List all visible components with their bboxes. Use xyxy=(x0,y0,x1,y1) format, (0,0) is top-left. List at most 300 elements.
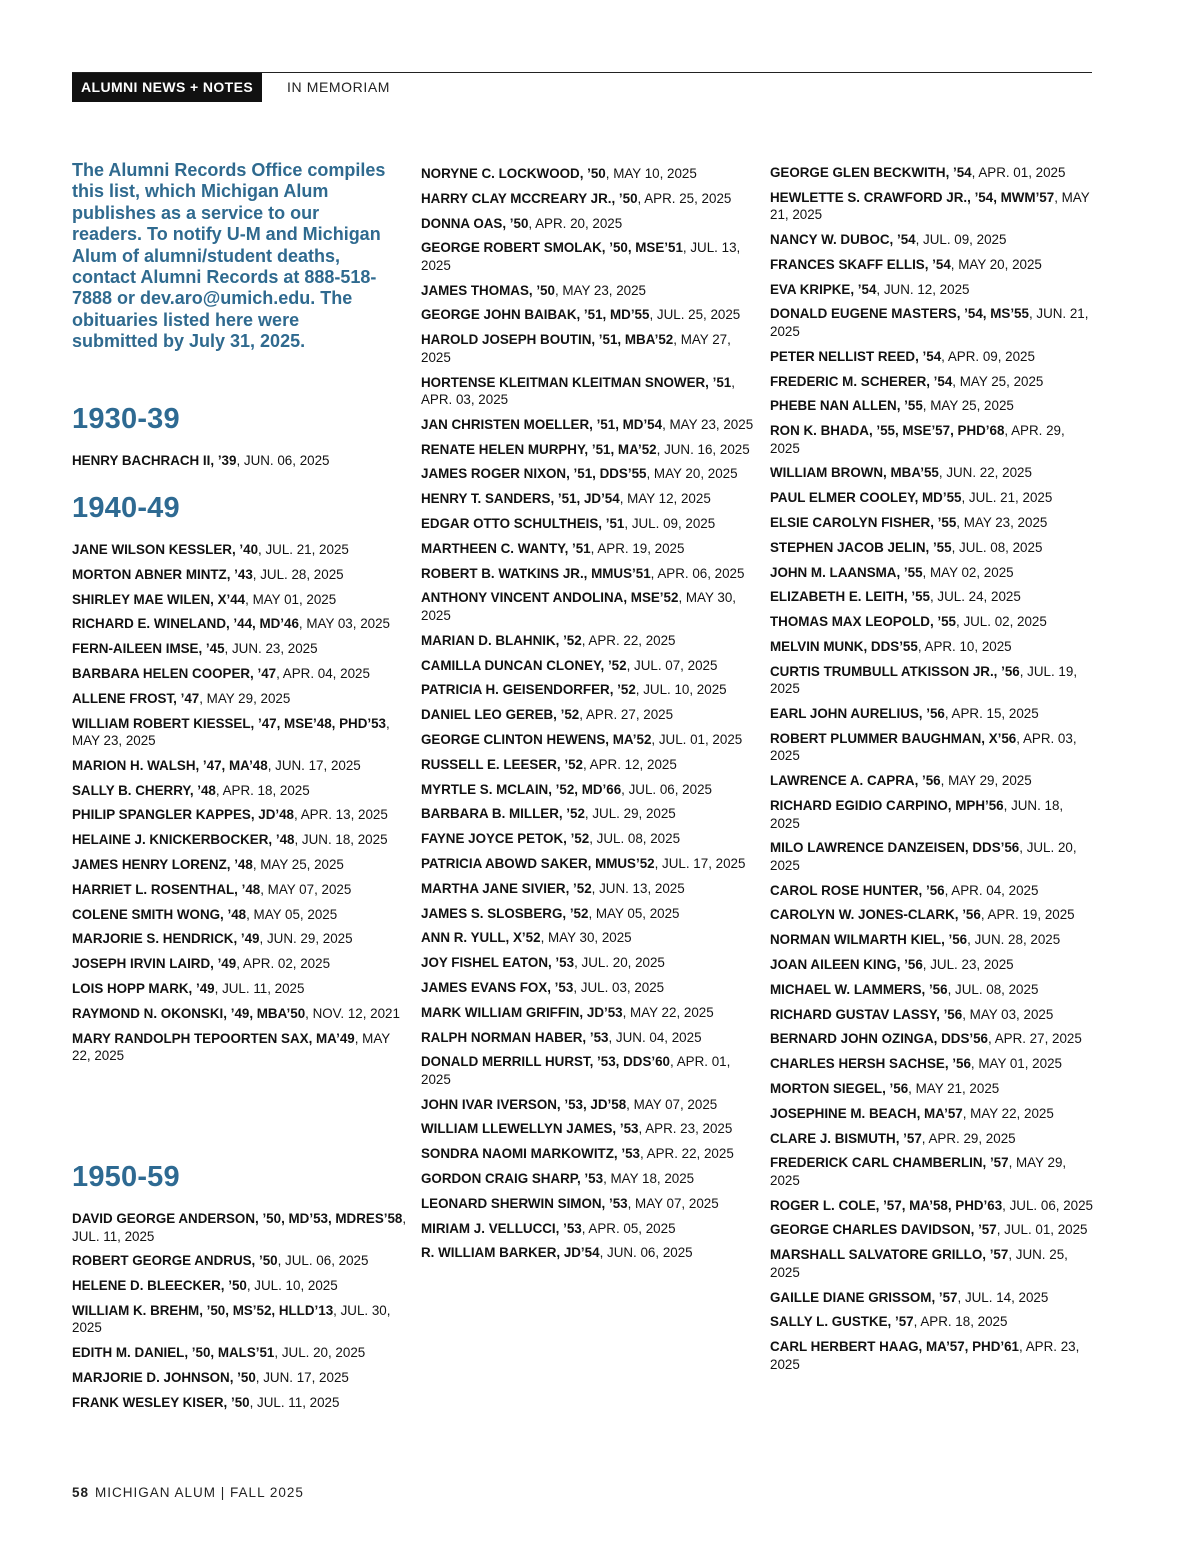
date-of-death: , MAY 07, 2025 xyxy=(260,881,352,897)
obituary-entry xyxy=(421,905,756,923)
obituary-entry xyxy=(72,665,407,683)
date-of-death: , MAY 27, 2025 xyxy=(421,332,731,365)
page-number: 58 xyxy=(72,1485,90,1500)
date-of-death: , APR. 29, 2025 xyxy=(770,423,1065,456)
date-of-death: , MAY 30, 2025 xyxy=(421,590,736,623)
date-of-death: , JUL. 10, 2025 xyxy=(246,1278,338,1294)
date-of-death: , APR. 23, 2025 xyxy=(770,1339,1080,1372)
date-of-death: , JUL. 11, 2025 xyxy=(214,981,305,997)
date-of-death: , JUN. 18, 2025 xyxy=(770,798,1064,831)
decedent-name: MARY RANDOLPH TEPOORTEN SAX, MA’49 xyxy=(72,1030,355,1046)
decedent-name: MARTHA JANE SIVIER, ’52 xyxy=(421,880,592,896)
obituary-entry xyxy=(770,489,1095,507)
decedent-name: NORMAN WILMARTH KIEL, ’56 xyxy=(770,932,968,948)
decedent-name: WILLIAM K. BREHM, ’50, MS’52, HLLD’13 xyxy=(72,1302,334,1318)
decedent-name: HARRY CLAY MCCREARY JR., ’50 xyxy=(421,190,638,206)
obituary-entry xyxy=(421,657,756,675)
date-of-death: , MAY 18, 2025 xyxy=(603,1170,695,1186)
obituary-entry xyxy=(770,956,1095,974)
decedent-name: RALPH NORMAN HABER, ’53 xyxy=(421,1029,609,1045)
date-of-death: , JUL. 19, 2025 xyxy=(770,663,1078,697)
date-of-death: , JUL. 30, 2025 xyxy=(72,1302,391,1336)
date-of-death: , APR. 25, 2025 xyxy=(637,190,732,206)
date-of-death: , APR. 12, 2025 xyxy=(582,756,677,772)
date-of-death: , APR. 23, 2025 xyxy=(638,1121,733,1137)
date-of-death: , MAY 25, 2025 xyxy=(252,857,344,873)
date-of-death: , APR. 22, 2025 xyxy=(581,632,676,648)
obituary-entry xyxy=(421,681,756,699)
obituary-entry xyxy=(770,164,1095,182)
decedent-name: GEORGE GLEN BECKWITH, ’54 xyxy=(770,165,972,180)
intro-paragraph: The Alumni Records Office compiles this list, which Michigan Alum publishes as a service to our readers. To notify U-M and Michigan Alum of alumni/student deaths, contact Alumni Records at 888-518-7888 or dev.aro@umich.edu. The obituaries listed here were submitted by July 31, 2025. xyxy=(72,160,386,352)
obituary-entry xyxy=(770,1313,1095,1331)
obituary-entry xyxy=(770,539,1095,557)
date-of-death: , APR. 04, 2025 xyxy=(944,882,1039,898)
obituary-entry xyxy=(421,1120,756,1138)
date-of-death: , JUL. 21, 2025 xyxy=(258,542,349,557)
obituary-entry xyxy=(770,839,1095,874)
obituary-entry xyxy=(421,880,756,898)
decedent-name: EDGAR OTTO SCHULTHEIS, ’51 xyxy=(421,516,625,532)
obituary-entry xyxy=(421,855,756,873)
obituary-entry xyxy=(421,165,756,183)
decedent-name: FAYNE JOYCE PETOK, ’52 xyxy=(421,831,590,847)
decedent-name: ANTHONY VINCENT ANDOLINA, MSE’52 xyxy=(421,590,679,606)
date-of-death: , JUL. 06, 2025 xyxy=(621,781,712,797)
list-1930s xyxy=(72,452,407,470)
decedent-name: HENRY BACHRACH II, ’39 xyxy=(72,453,237,468)
obituary-entry xyxy=(72,955,407,973)
obituary-entry xyxy=(72,1277,407,1295)
decedent-name: FREDERIC M. SCHERER, ’54 xyxy=(770,373,953,389)
decedent-name: SHIRLEY MAE WILEN, X’44 xyxy=(72,591,246,607)
decedent-name: CAMILLA DUNCAN CLONEY, ’52 xyxy=(421,657,627,673)
obituary-entry xyxy=(72,906,407,924)
obituary-entry xyxy=(770,981,1095,999)
date-of-death: , APR. 05, 2025 xyxy=(581,1220,676,1236)
obituary-entry xyxy=(72,881,407,899)
date-of-death: , JUN. 28, 2025 xyxy=(967,932,1061,948)
obituary-entry xyxy=(770,613,1095,631)
date-of-death: , JUN. 16, 2025 xyxy=(656,441,750,457)
date-of-death: , MAY 10, 2025 xyxy=(605,166,697,181)
date-of-death: , MAY 01, 2025 xyxy=(245,591,337,607)
obituary-entry xyxy=(72,831,407,849)
date-of-death: , JUL. 29, 2025 xyxy=(584,806,676,822)
obituary-entry xyxy=(770,1154,1095,1189)
obituary-entry xyxy=(72,1344,407,1362)
obituary-entry xyxy=(421,540,756,558)
obituary-entry xyxy=(770,305,1095,340)
decedent-name: LOIS HOPP MARK, ’49 xyxy=(72,981,215,997)
decedent-name: CHARLES HERSH SACHSE, ’56 xyxy=(770,1056,971,1072)
date-of-death: , MAY 23, 2025 xyxy=(554,282,647,298)
date-of-death: , APR. 01, 2025 xyxy=(971,165,1066,180)
date-of-death: , MAY 29, 2025 xyxy=(770,1155,1067,1188)
decedent-name: RAYMOND N. OKONSKI, ’49, MBA’50 xyxy=(72,1005,306,1021)
decedent-name: MYRTLE S. MCLAIN, ’52, MD’66 xyxy=(421,781,622,797)
decedent-name: JOY FISHEL EATON, ’53 xyxy=(421,955,575,971)
obituary-entry xyxy=(770,1080,1095,1098)
date-of-death: , JUL. 07, 2025 xyxy=(626,657,718,673)
date-of-death: , APR. 13, 2025 xyxy=(294,807,388,823)
decedent-name: EDITH M. DANIEL, ’50, MALS’51 xyxy=(72,1345,275,1361)
decedent-name: PETER NELLIST REED, ’54 xyxy=(770,348,942,364)
decedent-name: JOSEPHINE M. BEACH, MA’57 xyxy=(770,1105,963,1121)
obituary-entry xyxy=(770,1289,1095,1307)
decedent-name: JAMES THOMAS, ’50 xyxy=(421,282,555,298)
obituary-entry xyxy=(421,781,756,799)
decedent-name: LEONARD SHERWIN SIMON, ’53 xyxy=(421,1195,628,1211)
date-of-death: , JUL. 11, 2025 xyxy=(72,1211,407,1244)
decedent-name: JANE WILSON KESSLER, ’40 xyxy=(72,542,259,557)
obituary-entry xyxy=(72,1030,407,1065)
date-of-death: , MAY 02, 2025 xyxy=(922,564,1014,580)
date-of-death: , MAY 05, 2025 xyxy=(246,906,338,922)
obituary-entry xyxy=(770,256,1095,274)
list-column-2 xyxy=(421,165,756,1262)
obituary-entry xyxy=(770,1130,1095,1148)
obituary-entry xyxy=(770,588,1095,606)
obituary-entry xyxy=(770,348,1095,366)
date-of-death: , APR. 04, 2025 xyxy=(276,665,370,681)
decedent-name: GORDON CRAIG SHARP, ’53 xyxy=(421,1170,604,1186)
decedent-name: ROBERT PLUMMER BAUGHMAN, X’56 xyxy=(770,730,1017,746)
obituary-entry xyxy=(421,830,756,848)
date-of-death: , JUN. 04, 2025 xyxy=(608,1029,702,1045)
obituary-entry xyxy=(72,782,407,800)
date-of-death: , APR. 29, 2025 xyxy=(921,1130,1016,1146)
obituary-entry xyxy=(770,564,1095,582)
date-of-death: , JUL. 01, 2025 xyxy=(651,731,743,747)
obituary-entry xyxy=(770,397,1095,415)
date-of-death: , APR. 19, 2025 xyxy=(980,907,1075,923)
obituary-entry xyxy=(421,306,756,324)
obituary-entry xyxy=(72,757,407,775)
decedent-name: ROBERT GEORGE ANDRUS, ’50 xyxy=(72,1253,278,1269)
decedent-name: MARION H. WALSH, ’47, MA’48 xyxy=(72,757,268,773)
date-of-death: , MAY 01, 2025 xyxy=(970,1056,1062,1072)
decedent-name: HORTENSE KLEITMAN KLEITMAN SNOWER, ’51 xyxy=(421,374,732,390)
date-of-death: , APR. 22, 2025 xyxy=(639,1146,734,1162)
date-of-death: , JUL. 08, 2025 xyxy=(589,831,681,847)
decedent-name: RON K. BHADA, ’55, MSE’57, PHD’68 xyxy=(770,423,1005,439)
obituary-entry xyxy=(72,806,407,824)
obituary-entry xyxy=(72,452,407,470)
date-of-death: , JUL. 24, 2025 xyxy=(929,589,1021,605)
obituary-entry xyxy=(421,1096,756,1114)
obituary-entry xyxy=(421,756,756,774)
decedent-name: MILO LAWRENCE DANZEISEN, DDS’56 xyxy=(770,840,1020,856)
date-of-death: , APR. 20, 2025 xyxy=(528,215,623,231)
obituary-entry xyxy=(421,190,756,208)
obituary-entry xyxy=(421,374,756,409)
date-of-death: , MAY 30, 2025 xyxy=(540,930,632,946)
obituary-entry xyxy=(770,1221,1095,1239)
date-of-death: , JUL. 08, 2025 xyxy=(947,981,1039,997)
decedent-name: PHEBE NAN ALLEN, ’55 xyxy=(770,398,923,414)
obituary-entry xyxy=(770,882,1095,900)
date-of-death: , MAY 23, 2025 xyxy=(662,416,754,432)
date-of-death: , JUL. 11, 2025 xyxy=(249,1394,340,1410)
obituary-entry xyxy=(421,805,756,823)
decedent-name: ROGER L. COLE, ’57, MA’58, PHD’63 xyxy=(770,1197,1003,1213)
obituary-entry xyxy=(72,715,407,750)
obituary-entry xyxy=(72,1394,407,1412)
decedent-name: PATRICIA ABOWD SAKER, MMUS’52 xyxy=(421,855,655,871)
obituary-entry xyxy=(421,490,756,508)
obituary-entry xyxy=(72,591,407,609)
decedent-name: FRANCES SKAFF ELLIS, ’54 xyxy=(770,256,951,272)
decedent-name: JAN CHRISTEN MOELLER, ’51, MD’54 xyxy=(421,416,663,432)
date-of-death: , APR. 15, 2025 xyxy=(944,706,1039,722)
date-of-death: , JUN. 17, 2025 xyxy=(267,757,361,773)
section-title: IN MEMORIAM xyxy=(287,79,391,95)
date-of-death: , JUN. 06, 2025 xyxy=(236,453,330,468)
obituary-entry xyxy=(421,589,756,624)
date-of-death: , JUN. 18, 2025 xyxy=(294,832,388,848)
date-of-death: , JUL. 06, 2025 xyxy=(1002,1197,1093,1213)
date-of-death: , JUL. 06, 2025 xyxy=(277,1253,369,1269)
obituary-entry xyxy=(421,1029,756,1047)
obituary-entry xyxy=(770,281,1095,299)
decedent-name: PATRICIA H. GEISENDORFER, ’52 xyxy=(421,682,636,698)
date-of-death: , MAY 12, 2025 xyxy=(619,491,711,507)
obituary-entry xyxy=(72,1369,407,1387)
decedent-name: GAILLE DIANE GRISSOM, ’57 xyxy=(770,1289,958,1305)
date-of-death: , JUN. 23, 2025 xyxy=(224,641,318,657)
decade-heading-1940s: 1940-49 xyxy=(72,492,180,524)
obituary-entry xyxy=(72,930,407,948)
date-of-death: , JUN. 25, 2025 xyxy=(770,1247,1068,1280)
decedent-name: DANIEL LEO GEREB, ’52 xyxy=(421,707,580,723)
decedent-name: MORTON ABNER MINTZ, ’43 xyxy=(72,566,253,582)
date-of-death: , JUL. 09, 2025 xyxy=(624,516,716,532)
decedent-name: NANCY W. DUBOC, ’54 xyxy=(770,232,916,248)
decedent-name: GEORGE JOHN BAIBAK, ’51, MD’55 xyxy=(421,307,650,323)
decedent-name: FERN-AILEEN IMSE, ’45 xyxy=(72,641,225,657)
obituary-entry xyxy=(421,1145,756,1163)
decedent-name: GEORGE ROBERT SMOLAK, ’50, MSE’51 xyxy=(421,240,683,256)
date-of-death: , JUL. 20, 2025 xyxy=(574,955,665,971)
date-of-death: , JUL. 03, 2025 xyxy=(573,979,665,995)
decade-heading-1930s: 1930-39 xyxy=(72,403,180,435)
decedent-name: R. WILLIAM BARKER, JD’54 xyxy=(421,1245,600,1261)
decedent-name: STEPHEN JACOB JELIN, ’55 xyxy=(770,539,952,555)
decedent-name: JOHN IVAR IVERSON, ’53, JD’58 xyxy=(421,1096,627,1112)
date-of-death: , MAY 25, 2025 xyxy=(952,373,1044,389)
decedent-name: DONNA OAS, ’50 xyxy=(421,215,529,231)
decedent-name: THOMAS MAX LEOPOLD, ’55 xyxy=(770,614,956,630)
obituary-entry xyxy=(770,373,1095,391)
decedent-name: ANN R. YULL, X’52 xyxy=(421,930,541,946)
obituary-entry xyxy=(770,906,1095,924)
decedent-name: LAWRENCE A. CAPRA, ’56 xyxy=(770,773,941,789)
decedent-name: JAMES HENRY LORENZ, ’48 xyxy=(72,857,253,873)
date-of-death: , NOV. 12, 2021 xyxy=(305,1005,400,1021)
obituary-entry xyxy=(770,514,1095,532)
obituary-entry xyxy=(421,1004,756,1022)
date-of-death: , JUN. 12, 2025 xyxy=(876,281,970,297)
decedent-name: GEORGE CHARLES DAVIDSON, ’57 xyxy=(770,1222,997,1238)
obituary-entry xyxy=(770,663,1095,698)
obituary-entry xyxy=(770,638,1095,656)
obituary-entry xyxy=(770,231,1095,249)
obituary-entry xyxy=(770,931,1095,949)
obituary-entry xyxy=(421,954,756,972)
obituary-entry xyxy=(72,566,407,584)
obituary-entry xyxy=(421,1170,756,1188)
decedent-name: BARBARA B. MILLER, ’52 xyxy=(421,806,585,822)
decedent-name: ELIZABETH E. LEITH, ’55 xyxy=(770,589,930,605)
decade-heading-1950s: 1950-59 xyxy=(72,1161,180,1193)
decedent-name: WILLIAM BROWN, MBA’55 xyxy=(770,465,939,481)
decedent-name: JAMES S. SLOSBERG, ’52 xyxy=(421,905,589,921)
decedent-name: HELENE D. BLEECKER, ’50 xyxy=(72,1278,247,1294)
publication-name: MICHIGAN ALUM | FALL 2025 xyxy=(95,1485,304,1500)
date-of-death: , APR. 27, 2025 xyxy=(579,707,674,723)
decedent-name: HENRY T. SANDERS, ’51, JD’54 xyxy=(421,491,620,507)
decedent-name: MARK WILLIAM GRIFFIN, JD’53 xyxy=(421,1004,623,1020)
obituary-entry xyxy=(421,465,756,483)
page-footer xyxy=(72,1485,304,1500)
decedent-name: BARBARA HELEN COOPER, ’47 xyxy=(72,665,277,681)
decedent-name: DAVID GEORGE ANDERSON, ’50, MD’53, MDRES’58 xyxy=(72,1211,403,1226)
obituary-entry xyxy=(770,422,1095,457)
obituary-entry xyxy=(770,1105,1095,1123)
decedent-name: FREDERICK CARL CHAMBERLIN, ’57 xyxy=(770,1155,1009,1171)
date-of-death: , JUL. 09, 2025 xyxy=(915,232,1007,248)
date-of-death: , JUN. 17, 2025 xyxy=(255,1369,349,1385)
decedent-name: BERNARD JOHN OZINGA, DDS’56 xyxy=(770,1031,988,1047)
date-of-death: , JUL. 10, 2025 xyxy=(635,682,727,698)
list-1950s-column-1 xyxy=(72,1210,407,1411)
obituary-entry xyxy=(770,797,1095,832)
decedent-name: ALLENE FROST, ’47 xyxy=(72,690,200,706)
obituary-entry xyxy=(421,731,756,749)
decedent-name: ROBERT B. WATKINS JR., MMUS’51 xyxy=(421,565,651,581)
decedent-name: RICHARD GUSTAV LASSY, ’56 xyxy=(770,1006,963,1022)
decedent-name: EVA KRIPKE, ’54 xyxy=(770,281,877,297)
obituary-entry xyxy=(421,515,756,533)
obituary-entry xyxy=(72,980,407,998)
decedent-name: JOAN AILEEN KING, ’56 xyxy=(770,957,923,973)
obituary-entry xyxy=(72,1252,407,1270)
decedent-name: MELVIN MUNK, DDS’55 xyxy=(770,639,918,655)
decedent-name: CAROL ROSE HUNTER, ’56 xyxy=(770,882,945,898)
decedent-name: PAUL ELMER COOLEY, MD’55 xyxy=(770,490,962,506)
date-of-death: , JUL. 23, 2025 xyxy=(922,957,1014,973)
date-of-death: , APR. 18, 2025 xyxy=(913,1314,1008,1330)
date-of-death: , JUN. 06, 2025 xyxy=(599,1245,693,1261)
decedent-name: EARL JOHN AURELIUS, ’56 xyxy=(770,706,945,722)
obituary-entry xyxy=(421,632,756,650)
decedent-name: PHILIP SPANGLER KAPPES, JD’48 xyxy=(72,807,294,823)
decedent-name: WILLIAM ROBERT KIESSEL, ’47, MSE’48, PHD’53 xyxy=(72,715,386,731)
decedent-name: FRANK WESLEY KISER, ’50 xyxy=(72,1394,250,1410)
decedent-name: RUSSELL E. LEESER, ’52 xyxy=(421,756,583,772)
obituary-entry xyxy=(770,730,1095,765)
obituary-entry xyxy=(421,239,756,274)
obituary-entry xyxy=(770,1006,1095,1024)
decedent-name: COLENE SMITH WONG, ’48 xyxy=(72,906,247,922)
date-of-death: , JUL. 01, 2025 xyxy=(996,1222,1088,1238)
obituary-entry xyxy=(421,929,756,947)
date-of-death: , APR. 06, 2025 xyxy=(650,565,745,581)
date-of-death: , APR. 09, 2025 xyxy=(941,348,1035,364)
date-of-death: , APR. 01, 2025 xyxy=(421,1054,731,1087)
obituary-entry xyxy=(72,1210,407,1245)
date-of-death: , APR. 02, 2025 xyxy=(236,956,331,972)
decedent-name: MARTHEEN C. WANTY, ’51 xyxy=(421,540,591,556)
decedent-name: HAROLD JOSEPH BOUTIN, ’51, MBA’52 xyxy=(421,332,674,348)
date-of-death: , MAY 03, 2025 xyxy=(298,616,390,632)
obituary-entry xyxy=(421,215,756,233)
decedent-name: CARL HERBERT HAAG, MA’57, PHD’61 xyxy=(770,1339,1020,1355)
decedent-name: HARRIET L. ROSENTHAL, ’48 xyxy=(72,881,261,897)
date-of-death: , APR. 03, 2025 xyxy=(421,374,735,408)
decedent-name: CURTIS TRUMBULL ATKISSON JR., ’56 xyxy=(770,663,1020,679)
obituary-entry xyxy=(72,1302,407,1337)
date-of-death: , MAY 23, 2025 xyxy=(956,515,1048,531)
decedent-name: MARSHALL SALVATORE GRILLO, ’57 xyxy=(770,1247,1009,1263)
date-of-death: , JUN. 21, 2025 xyxy=(770,306,1089,339)
obituary-entry xyxy=(72,640,407,658)
date-of-death: , APR. 18, 2025 xyxy=(215,782,310,798)
decedent-name: CAROLYN W. JONES-CLARK, ’56 xyxy=(770,907,981,923)
obituary-entry xyxy=(72,690,407,708)
decedent-name: MORTON SIEGEL, ’56 xyxy=(770,1081,909,1096)
decedent-name: MARIAN D. BLAHNIK, ’52 xyxy=(421,632,582,648)
list-column-3 xyxy=(770,164,1095,1373)
date-of-death: , JUN. 13, 2025 xyxy=(591,880,685,896)
obituary-entry xyxy=(421,565,756,583)
date-of-death: , MAY 22, 2025 xyxy=(622,1004,714,1020)
date-of-death: , APR. 19, 2025 xyxy=(590,540,685,556)
decedent-name: CLARE J. BISMUTH, ’57 xyxy=(770,1130,922,1146)
date-of-death: , JUL. 20, 2025 xyxy=(770,840,1077,873)
date-of-death: , JUL. 08, 2025 xyxy=(951,539,1043,555)
date-of-death: , JUL. 17, 2025 xyxy=(654,855,746,871)
obituary-entry xyxy=(770,705,1095,723)
date-of-death: , JUL. 20, 2025 xyxy=(274,1345,366,1361)
date-of-death: , MAY 20, 2025 xyxy=(646,466,738,482)
date-of-death: , MAY 20, 2025 xyxy=(950,256,1042,272)
decedent-name: JAMES ROGER NIXON, ’51, DDS’55 xyxy=(421,466,647,482)
section-tag: ALUMNI NEWS + NOTES xyxy=(72,73,262,102)
obituary-entry xyxy=(770,1338,1095,1373)
date-of-death: , MAY 07, 2025 xyxy=(627,1195,719,1211)
decedent-name: HELAINE J. KNICKERBOCKER, ’48 xyxy=(72,832,295,848)
obituary-entry xyxy=(72,1005,407,1023)
date-of-death: , JUL. 28, 2025 xyxy=(252,566,344,582)
date-of-death: , JUL. 02, 2025 xyxy=(956,614,1047,630)
obituary-entry xyxy=(770,1246,1095,1281)
date-of-death: , APR. 27, 2025 xyxy=(988,1031,1082,1047)
date-of-death: , MAY 22, 2025 xyxy=(962,1105,1054,1121)
date-of-death: , APR. 10, 2025 xyxy=(917,639,1012,655)
date-of-death: , MAY 07, 2025 xyxy=(626,1096,718,1112)
date-of-death: , JUL. 13, 2025 xyxy=(421,240,741,273)
obituary-entry xyxy=(72,856,407,874)
date-of-death: , JUN. 22, 2025 xyxy=(938,465,1032,481)
decedent-name: JOSEPH IRVIN LAIRD, ’49 xyxy=(72,956,237,972)
decedent-name: JOHN M. LAANSMA, ’55 xyxy=(770,564,923,580)
date-of-death: , APR. 03, 2025 xyxy=(770,730,1077,764)
obituary-entry xyxy=(421,441,756,459)
decedent-name: MARJORIE S. HENDRICK, ’49 xyxy=(72,931,260,947)
obituary-entry xyxy=(770,1030,1095,1048)
